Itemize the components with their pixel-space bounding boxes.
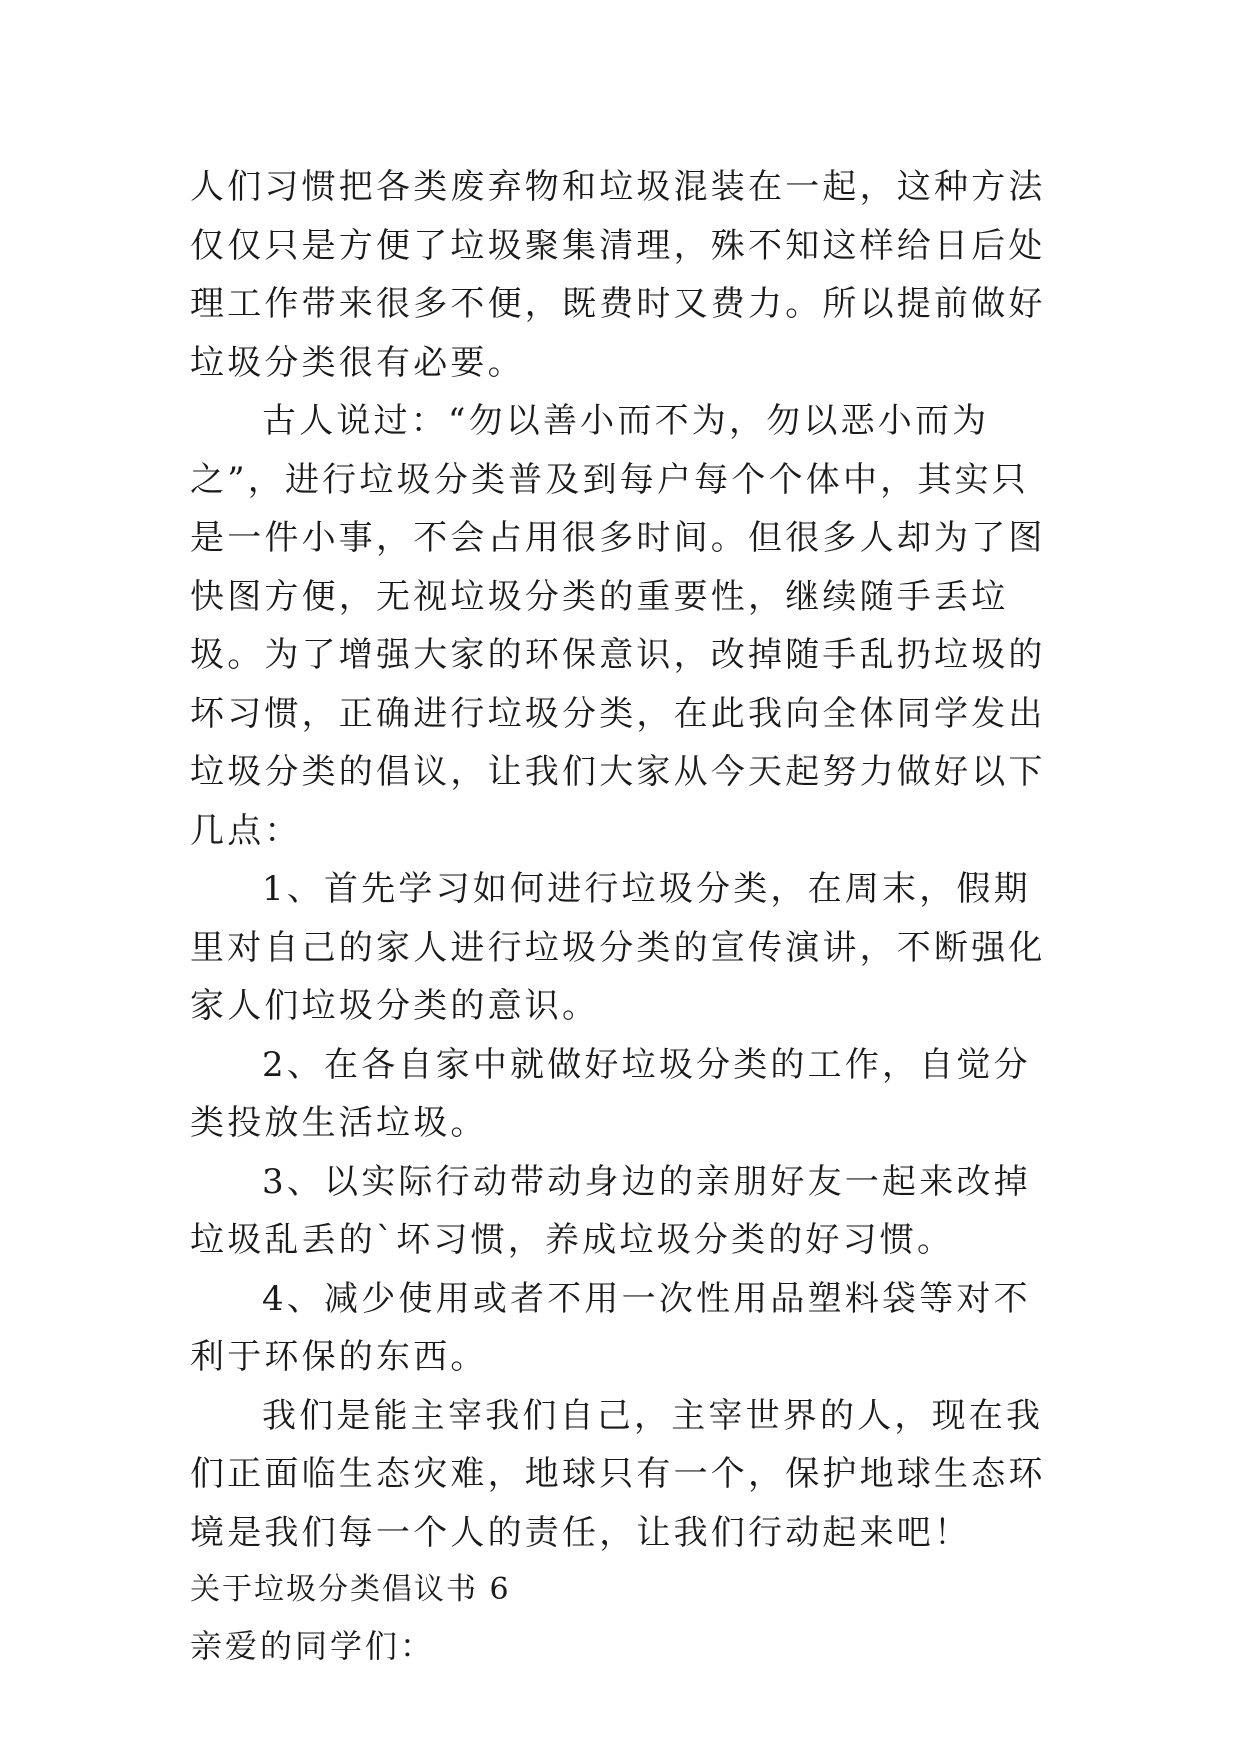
- paragraph-point-1: 1、首先学习如何进行垃圾分类，在周末，假期里对自己的家人进行垃圾分类的宣传演讲，不断强化家人们垃圾分类的意识。: [190, 869, 1046, 1026]
- paragraph-point-4: 4、减少使用或者不用一次性用品塑料袋等对不利于环保的东西。: [190, 1278, 1031, 1377]
- paragraph-closing: 我们是能主宰我们自己，主宰世界的人，现在我们正面临生态灾难，地球只有一个，保护地球生态环境是我们每一个人的责任，让我们行动起来吧！: [190, 1395, 1046, 1553]
- paragraph-point-2: 2、在各自家中就做好垃圾分类的工作，自觉分类投放生活垃圾。: [190, 1044, 1031, 1143]
- section-title: 关于垃圾分类倡议书 6: [190, 1572, 511, 1607]
- paragraph-intro-continuation: 人们习惯把各类废弃物和垃圾混装在一起，这种方法仅仅只是方便了垃圾聚集清理，殊不知这样给日后处理工作带来很多不便，既费时又费力。所以提前做好垃圾分类很有必要。: [190, 167, 1046, 383]
- paragraph-ancient-saying: 古人说过：“勿以善小而不为，勿以恶小而为之”，进行垃圾分类普及到每户每个个体中，其实只是一件小事，不会占用很多时间。但很多人却为了图快图方便，无视垃圾分类的重要性，继续随手丢垃圾。为了增强大家的环保意识，改掉随手乱扔垃圾的坏习惯，正确进行垃圾分类，在此我向全体同学发出垃圾分类的倡议，让我们大家从今天起努力做好以下几点：: [190, 401, 1046, 851]
- salutation: 亲爱的同学们：: [190, 1627, 436, 1665]
- document-page: [190, 158, 1060, 1675]
- paragraph-point-3: 3、以实际行动带动身边的亲朋好友一起来改掉垃圾乱丢的`坏习惯，养成垃圾分类的好习惯。: [190, 1161, 1031, 1260]
